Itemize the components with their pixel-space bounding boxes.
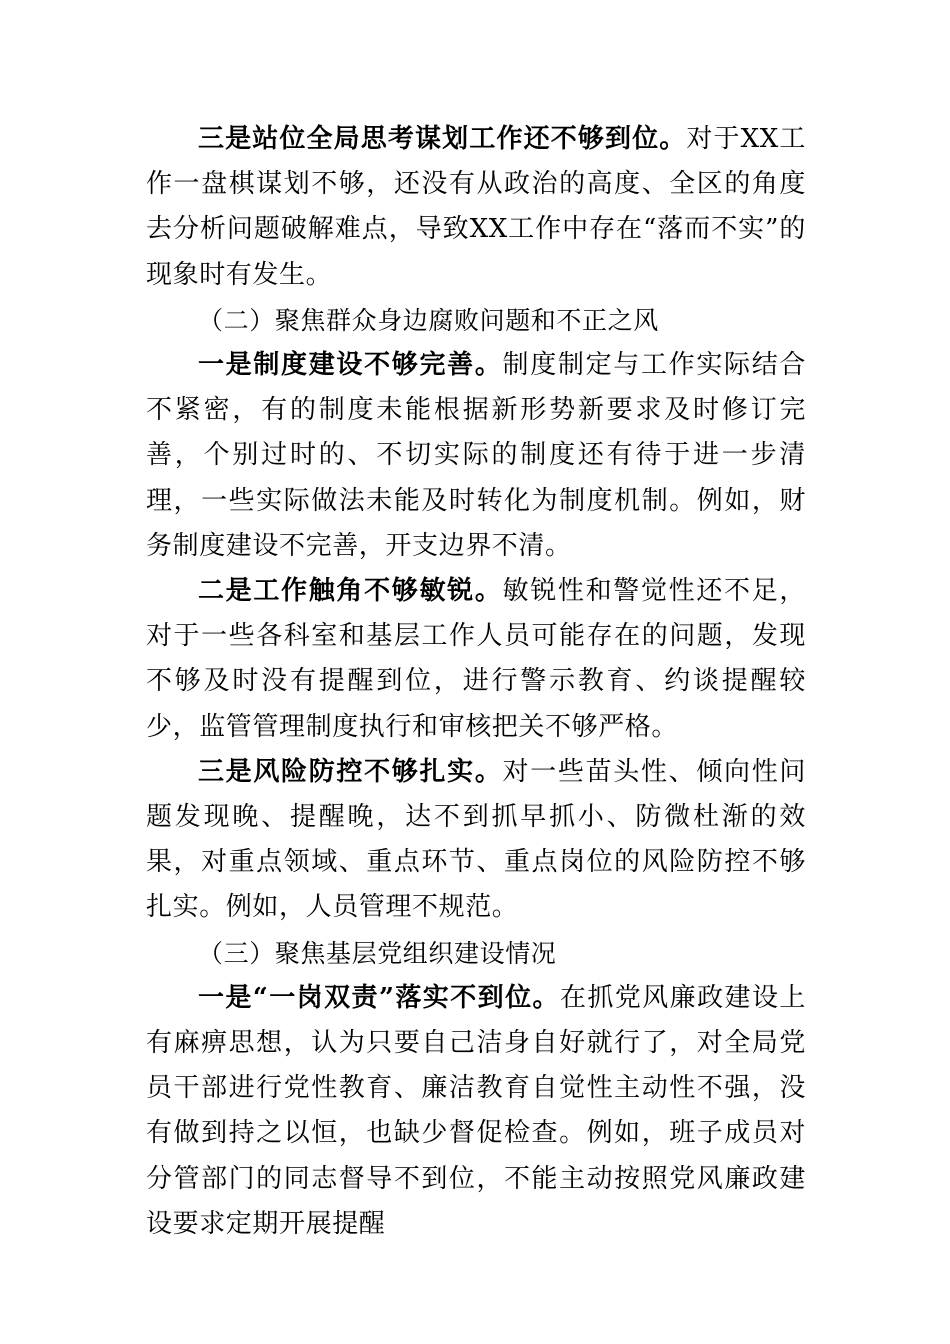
document-body <box>146 117 806 1247</box>
paragraph-stance-overall-planning <box>146 117 806 298</box>
paragraph-dual-responsibility <box>146 976 806 1247</box>
paragraph-text: 敏锐性和警觉性还不足，对于一些各科室和基层工作人员可能存在的问题，发现不够及时没有提醒到位，进行警示教育、约谈提醒较少，监管管理制度执行和审核把关不够严格。 <box>146 576 806 742</box>
paragraph-lead: 一是制度建设不够完善。 <box>198 350 503 381</box>
paragraph-lead: 三是风险防控不够扎实。 <box>198 756 503 787</box>
section-heading-text: （三）聚焦基层党组织建设情况 <box>198 938 557 968</box>
section-heading-three <box>146 931 806 976</box>
section-heading-text: （二）聚焦群众身边腐败问题和不正之风 <box>198 305 659 335</box>
paragraph-work-sensitivity <box>146 569 806 750</box>
paragraph-lead: 二是工作触角不够敏锐。 <box>198 576 503 607</box>
paragraph-system-building <box>146 343 806 569</box>
paragraph-text: 对于XX工作一盘棋谋划不够，还没有从政治的高度、全区的角度去分析问题破解难点，导致XX工作中存在“落而不实”的现象时有发生。 <box>146 124 806 290</box>
paragraph-lead: 三是站位全局思考谋划工作还不够到位。 <box>198 124 687 154</box>
paragraph-text: 制度制定与工作实际结合不紧密，有的制度未能根据新形势新要求及时修订完善，个别过时的、不切实际的制度还有待于进一步清理，一些实际做法未能及时转化为制度机制。例如，财务制度建设不完善，开支边界不清。 <box>146 350 806 561</box>
section-heading-two <box>146 298 806 343</box>
paragraph-text: 对一些苗头性、倾向性问题发现晚、提醒晚，达不到抓早抓小、防微杜渐的效果，对重点领域、重点环节、重点岗位的风险防控不够扎实。例如，人员管理不规范。 <box>146 756 806 923</box>
paragraph-risk-control <box>146 750 806 931</box>
paragraph-text: 在抓党风廉政建设上有麻痹思想，认为只要自己洁身自好就行了，对全局党员干部进行党性教育、廉洁教育自觉性主动性不强，没有做到持之以恒，也缺少督促检查。例如，班子成员对分管部门的同志督导不到位，不能主动按照党风廉政建设要求定期开展提醒 <box>146 982 807 1239</box>
paragraph-lead: 一是“一岗双责”落实不到位。 <box>198 982 560 1013</box>
